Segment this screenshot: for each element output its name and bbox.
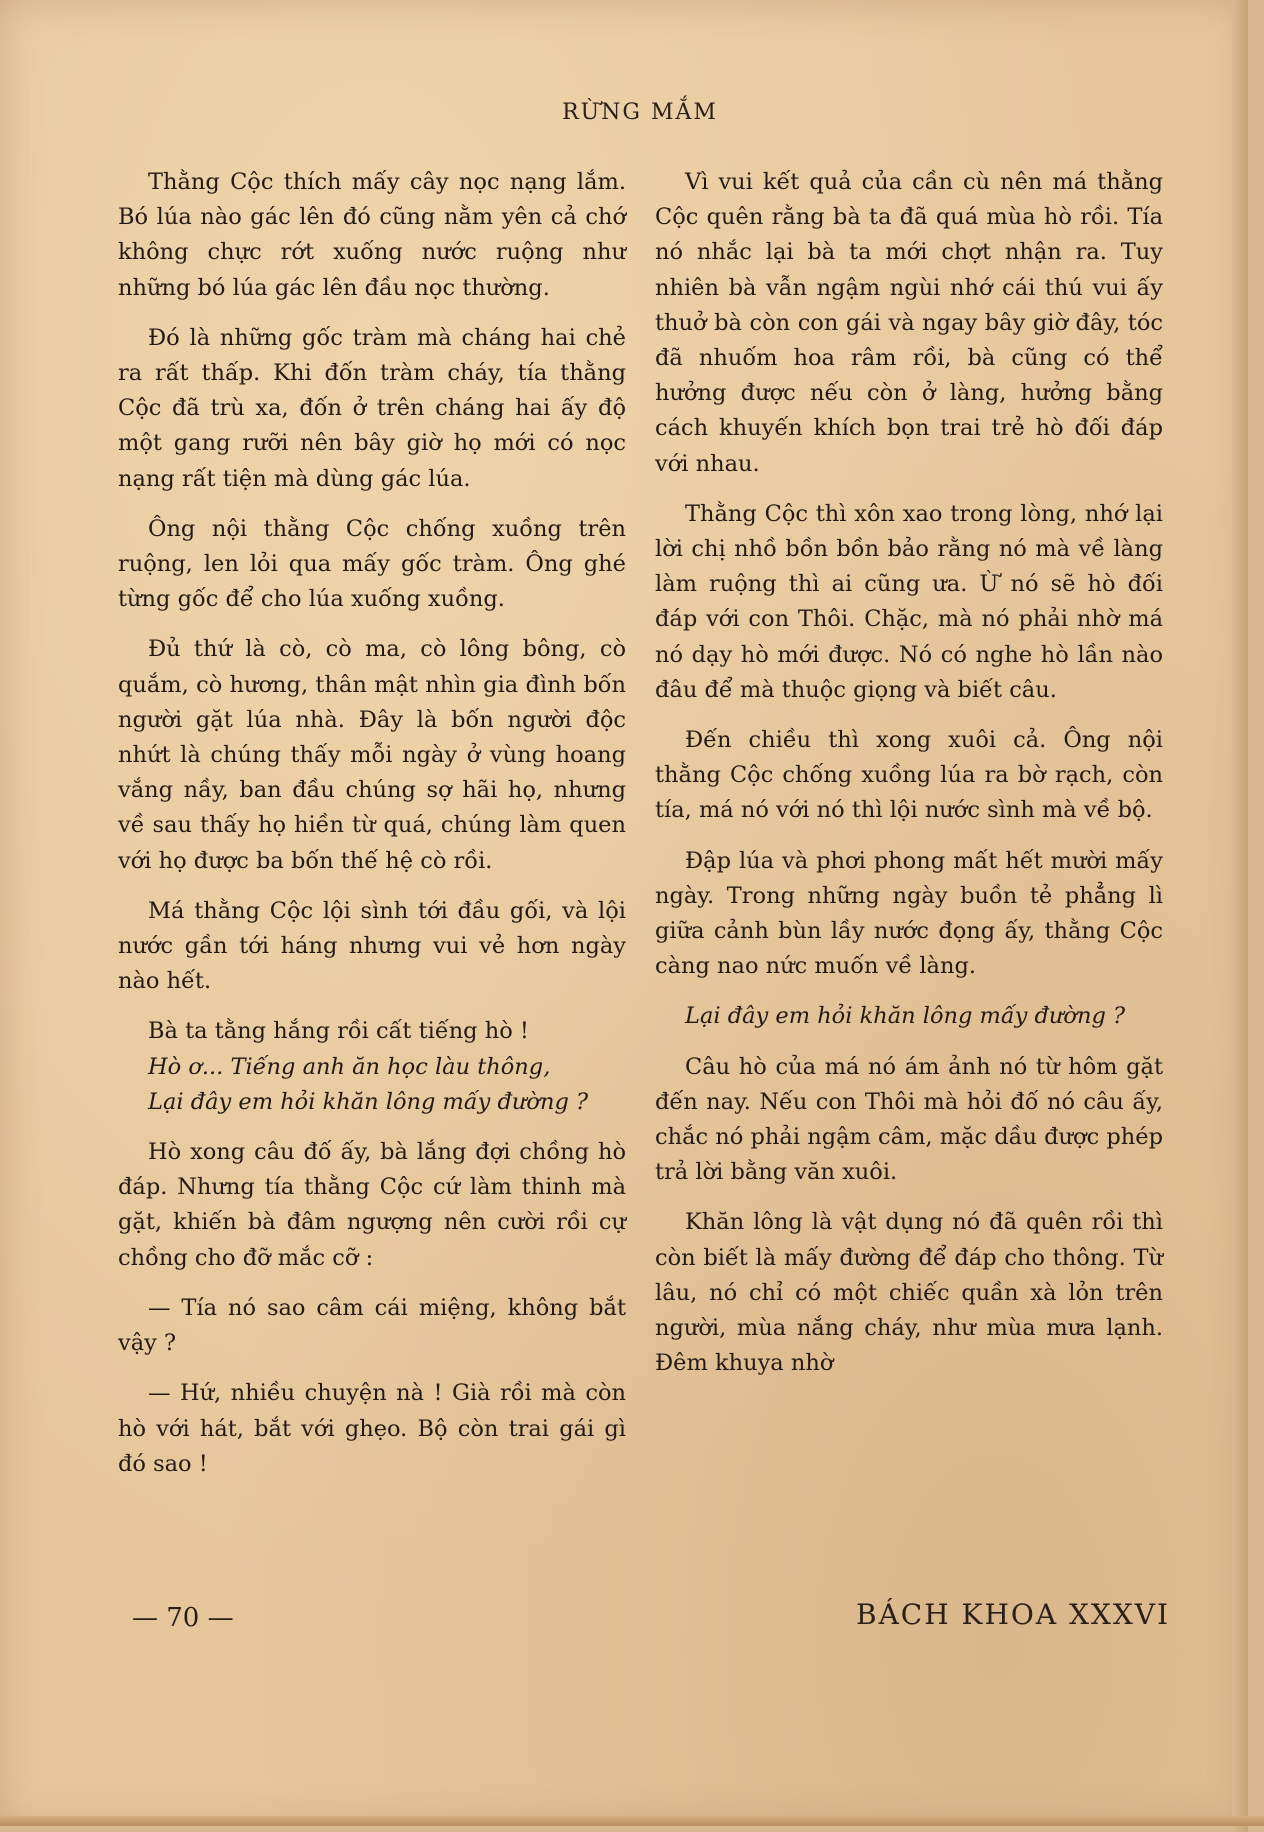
paragraph: Câu hò của má nó ám ảnh nó từ hôm gặt đến nay. Nếu con Thôi mà hỏi đố nó câu ấy, chắc nó phải ngậm câm, mặc dầu được phép trả lời bằng văn xuôi. — [655, 1053, 1163, 1186]
paragraph: Hò xong câu đố ấy, bà lắng đợi chồng hò đáp. Nhưng tía thằng Cộc cứ làm thinh mà gặt, khiến bà đâm ngượng nên cười rồi cự chồng cho đỡ mắc cỡ : — [118, 1139, 626, 1271]
page-edge-right — [1232, 0, 1248, 1832]
verse-line: Hò ơ... Tiếng anh ăn học làu thông, — [148, 1053, 551, 1080]
paragraph: Khăn lông là vật dụng nó đã quên rồi thì còn biết là mấy đường để đáp cho thông. Từ lâu, nó chỉ có một chiếc quần xà lỏn trên người, mùa nắng cháy, như mùa mưa lạnh. Đêm khuya nhờ — [655, 1209, 1163, 1377]
paragraph: Thằng Cộc thì xôn xao trong lòng, nhớ lại lời chị nhồ bồn bồn bảo rằng nó mà về làng làm ruộng thì ai cũng ưa. Ừ nó sẽ hò đối đáp với con Thôi. Chặc, mà nó phải nhờ má nó dạy hò mới được. Nó có nghe hò lần nào đâu để mà thuộc giọng và biết câu. — [655, 500, 1163, 703]
paragraph: Đến chiều thì xong xuôi cả. Ông nội thằng Cộc chống xuồng lúa ra bờ rạch, còn tía, má nó với nó thì lội nước sình mà về bộ. — [655, 727, 1163, 824]
paragraph: Bà ta tằng hắng rồi cất tiếng hò ! — [148, 1018, 529, 1045]
paragraph: Thằng Cộc thích mấy cây nọc nạng lắm. Bó lúa nào gác lên đó cũng nằm yên cả chớ không chực rớt xuống nước ruộng như những bó lúa gác lên đầu nọc thường. — [118, 169, 626, 301]
right-column — [655, 165, 1163, 1397]
paragraph: Má thằng Cộc lội sình tới đầu gối, và lội nước gần tới háng nhưng vui vẻ hơn ngày nào hết. — [118, 897, 626, 995]
dialogue-line: — Tía nó sao câm cái miệng, không bắt vậy ? — [118, 1294, 626, 1357]
magazine-title: BÁCH KHOA XXXVI — [856, 1598, 1171, 1631]
paragraph: Vì vui kết quả của cần cù nên má thằng Cộc quên rằng bà ta đã quá mùa hò rồi. Tía nó nhắc lại bà ta mới chợt nhận ra. Tuy nhiên bà vẫn ngậm ngùi nhớ cái thú vui ấy thuở bà còn con gái và ngay bây giờ đây, tóc đã nhuốm hoa râm rồi, bà cũng có thể hưởng được nếu còn ở làng, hưởng bằng cách khuyến khích bọn trai trẻ hò đối đáp với nhau. — [655, 169, 1163, 477]
paragraph: Đó là những gốc tràm mà cháng hai chẻ ra rất thấp. Khi đốn tràm cháy, tía thằng Cộc đã trù xa, đốn ở trên cháng hai ấy độ một gang rưỡi nên bây giờ họ mới có nọc nạng rất tiện mà dùng gác lúa. — [118, 324, 626, 492]
page-edge-bottom — [0, 1816, 1264, 1826]
paragraph: Đập lúa và phơi phong mất hết mười mấy ngày. Trong những ngày buồn tẻ phẳng lì giữa cảnh bùn lầy nước đọng ấy, thằng Cộc càng nao nức muốn về làng. — [655, 847, 1163, 980]
paragraph: Ông nội thằng Cộc chống xuồng trên ruộng, len lỏi qua mấy gốc tràm. Ông ghé từng gốc để cho lúa xuống xuồng. — [118, 515, 626, 613]
left-column — [118, 165, 626, 1497]
verse-line: Lại đây em hỏi khăn lông mấy đường ? — [685, 1003, 1126, 1030]
running-title: RỪNG MẮM — [562, 100, 718, 125]
page-number: — 70 — — [132, 1603, 234, 1633]
verse-line: Lại đây em hỏi khăn lông mấy đường ? — [148, 1088, 589, 1115]
dialogue-line: — Hứ, nhiều chuyện nà ! Già rồi mà còn hò với hát, bắt với ghẹo. Bộ còn trai gái gì đó sao ! — [118, 1380, 626, 1477]
paragraph: Đủ thứ là cò, cò ma, cò lông bông, cò quắm, cò hương, thân mật nhìn gia đình bốn người gặt lúa nhà. Đây là bốn người độc nhứt là chúng thấy mỗi ngày ở vùng hoang vắng nầy, ban đầu chúng sợ hãi họ, nhưng về sau thấy họ hiền từ quá, chúng làm quen với họ được ba bốn thế hệ cò rồi. — [118, 636, 626, 874]
